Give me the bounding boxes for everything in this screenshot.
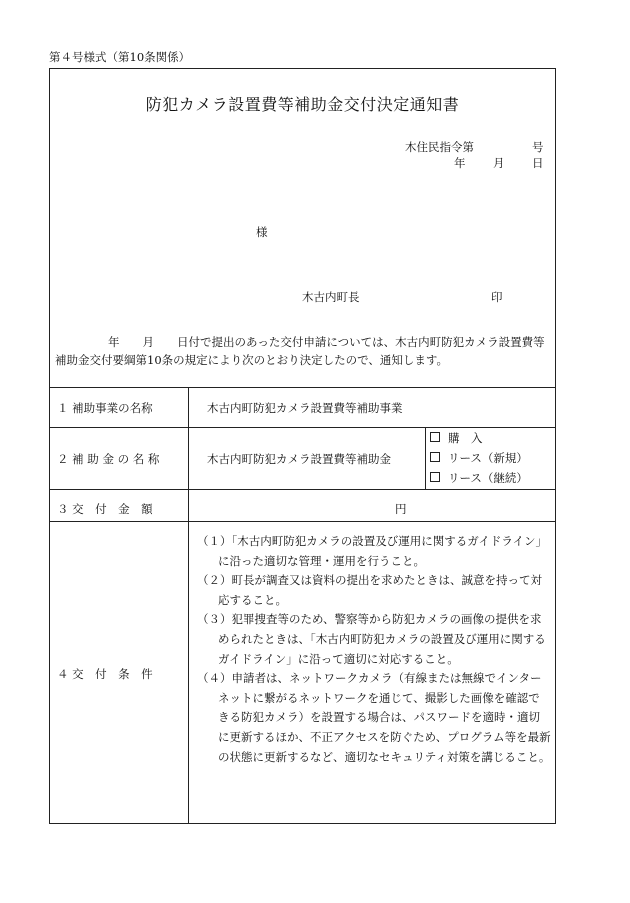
body-year: 年 [108, 335, 120, 349]
subsidy-value: 木古内町防犯カメラ設置費等補助金 [207, 452, 391, 466]
document-title: 防犯カメラ設置費等補助金交付決定通知書 [145, 95, 460, 114]
condition-item: （４）申請者は、ネットワークカメラ（有線または無線でインターネットに繋がるネットワークを通じて、撮影した画像を確認できる防犯カメラ）を設置する場合は、パスワードを適時・適切に更新するほか、不正アクセスを防ぐため、プログラム等を最新の状態に更新するなど、適切なセキュリティ対策を講じること。 [197, 671, 551, 764]
issuer-name: 木古内町長 [302, 290, 360, 304]
condition-item: （１）「木古内町防犯カメラの設置及び運用に関するガイドライン」に沿った適切な管理・運用を行うこと。 [197, 534, 548, 568]
row-divider [50, 489, 555, 490]
subsidy-label: ２ 補 助 金 の 名 称 [57, 452, 160, 466]
addressee-suffix: 様 [256, 225, 268, 239]
body-line2: 補助金交付要綱第10条の規定により次のとおり決定したので、通知します。 [55, 353, 448, 367]
conditions-list [197, 532, 551, 767]
option-purchase[interactable]: 購 入 [430, 430, 483, 446]
condition-item: （２）町長が調査又は資料の提出を求めたときは、誠意を持って対応すること。 [197, 573, 542, 607]
table-top-border [50, 387, 555, 388]
row-divider [50, 427, 555, 428]
doc-number-suffix: 号 [532, 140, 544, 154]
amount-label: ３ 交 付 金 額 [57, 502, 153, 516]
option-lease-continued[interactable]: リース（継続） [430, 470, 528, 486]
date-year: 年 [454, 156, 466, 170]
amount-unit: 円 [395, 502, 407, 516]
condition-item: （３）犯罪捜査等のため、警察等から防犯カメラの画像の提供を求められたときは、「木古内町防犯カメラの設置及び運用に関するガイドライン」に沿って適切に対応すること。 [197, 612, 546, 666]
body-line1: 日付で提出のあった交付申請については、木古内町防犯カメラ設置費等 [177, 335, 545, 349]
checkbox-icon[interactable] [430, 432, 440, 442]
column-divider [188, 387, 189, 823]
date-month: 月 [493, 156, 505, 170]
date-day: 日 [532, 156, 544, 170]
seal-mark: 印 [491, 290, 503, 304]
project-value: 木古内町防犯カメラ設置費等補助事業 [207, 401, 403, 415]
conditions-label: ４ 交 付 条 件 [57, 667, 153, 681]
row-divider [50, 521, 555, 522]
notice-body [55, 333, 549, 369]
checkbox-icon[interactable] [430, 472, 440, 482]
body-month: 月 [142, 335, 154, 349]
doc-number-prefix: 木住民指令第 [405, 140, 474, 154]
project-label: １ 補助事業の名称 [57, 401, 153, 415]
option-column-divider [425, 427, 426, 489]
checkbox-icon[interactable] [430, 452, 440, 462]
form-number: 第４号様式（第10条関係） [49, 50, 191, 64]
option-lease-new[interactable]: リース（新規） [430, 450, 528, 466]
notice-frame [49, 68, 556, 824]
